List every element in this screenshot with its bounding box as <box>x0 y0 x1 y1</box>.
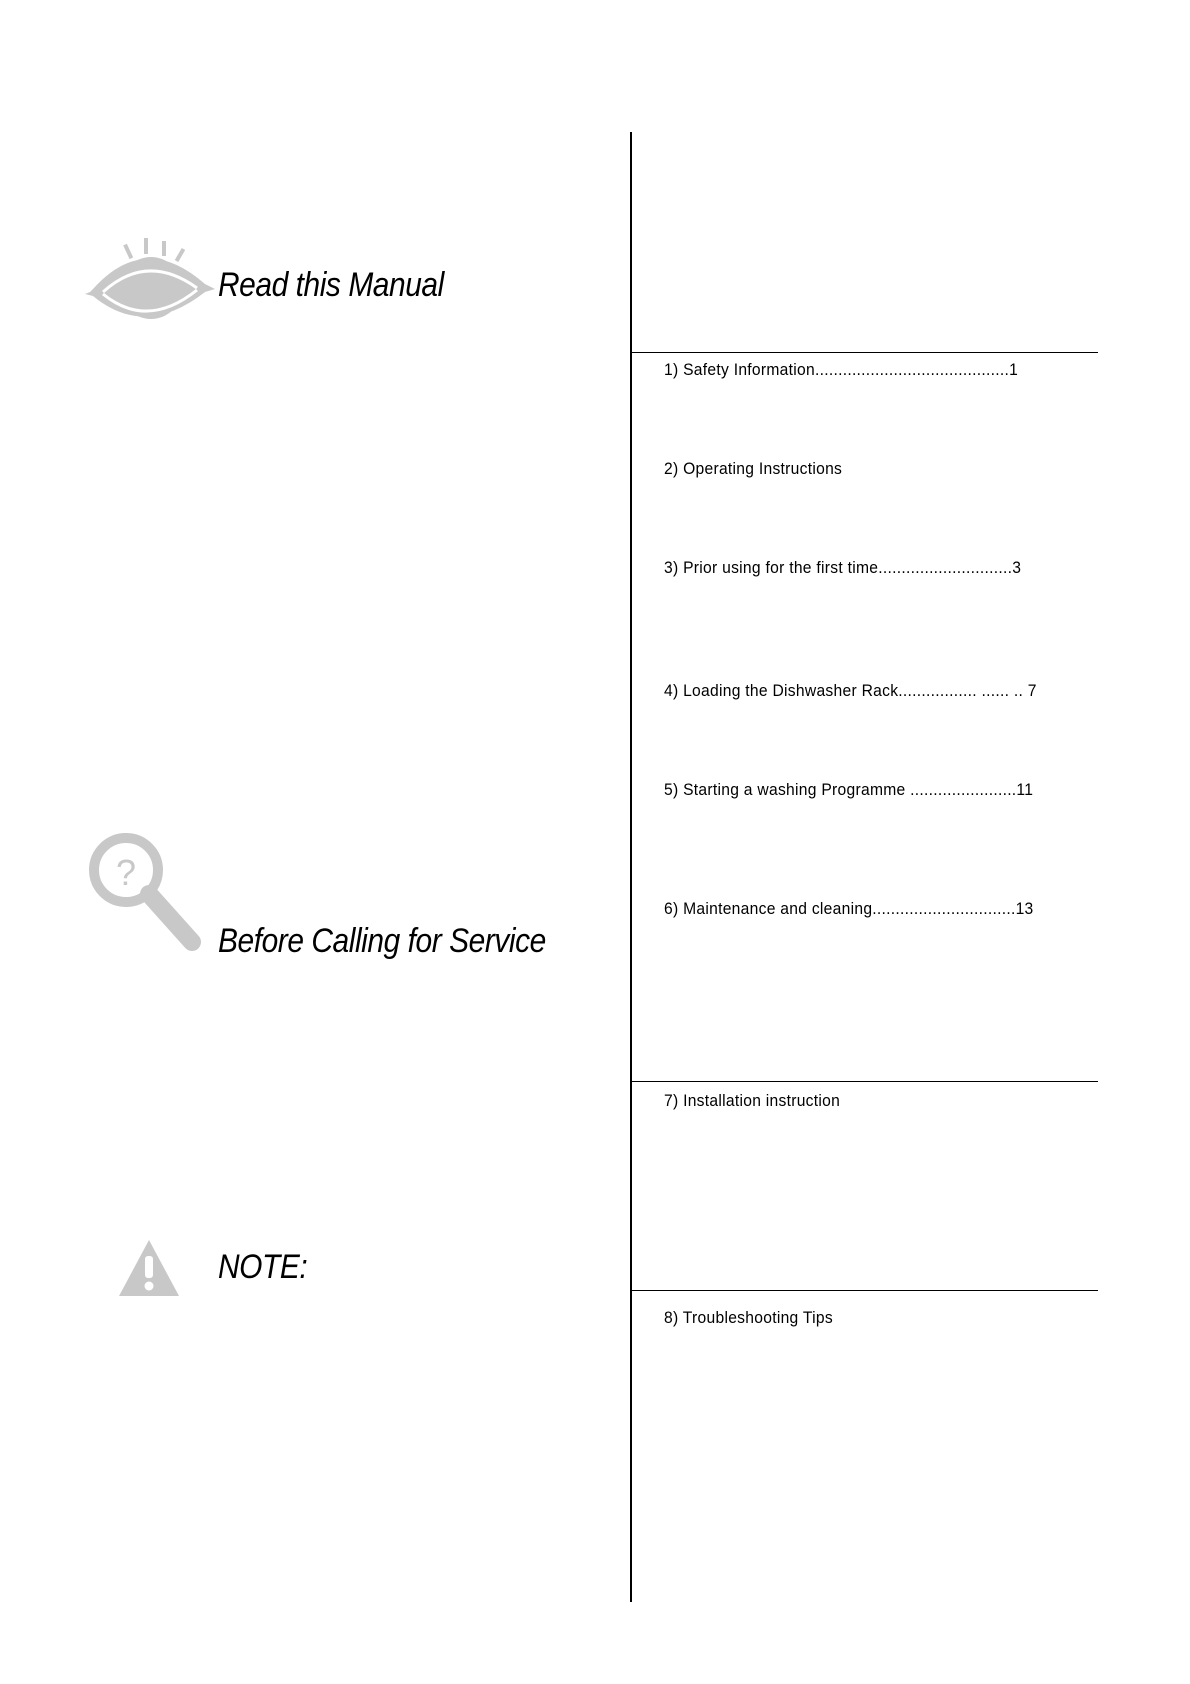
magnifier-question-icon <box>86 830 206 965</box>
legend-read-manual-label: Read this Manual <box>218 266 444 304</box>
legend-before-service-label: Before Calling for Service <box>218 922 546 960</box>
rule-installation <box>631 1081 1098 1082</box>
toc-item-safety[interactable]: 1) Safety Information..........................................1 <box>664 360 1019 379</box>
legend-note-label: NOTE: <box>218 1248 308 1286</box>
rule-troubleshooting <box>631 1290 1098 1291</box>
legend-before-service <box>0 830 620 970</box>
toc-item-troubleshooting[interactable]: 8) Troubleshooting Tips <box>664 1308 833 1327</box>
svg-text:?: ? <box>115 852 137 893</box>
toc-item-prior-use[interactable]: 3) Prior using for the first time.............................3 <box>664 558 1022 577</box>
toc-item-starting[interactable]: 5) Starting a washing Programme .......................11 <box>664 780 1034 799</box>
toc-item-installation[interactable]: 7) Installation instruction <box>664 1091 841 1110</box>
warning-triangle-icon <box>118 1238 180 1303</box>
toc-item-maintenance[interactable]: 6) Maintenance and cleaning...............................13 <box>664 899 1034 918</box>
toc-item-operating[interactable]: 2) Operating Instructions <box>664 459 843 478</box>
rule-top <box>631 352 1098 353</box>
legend-note <box>0 1238 620 1348</box>
eye-icon <box>85 234 215 329</box>
legend-read-manual <box>0 228 620 338</box>
toc-item-loading[interactable]: 4) Loading the Dishwasher Rack................. ...... .. 7 <box>664 681 1037 700</box>
